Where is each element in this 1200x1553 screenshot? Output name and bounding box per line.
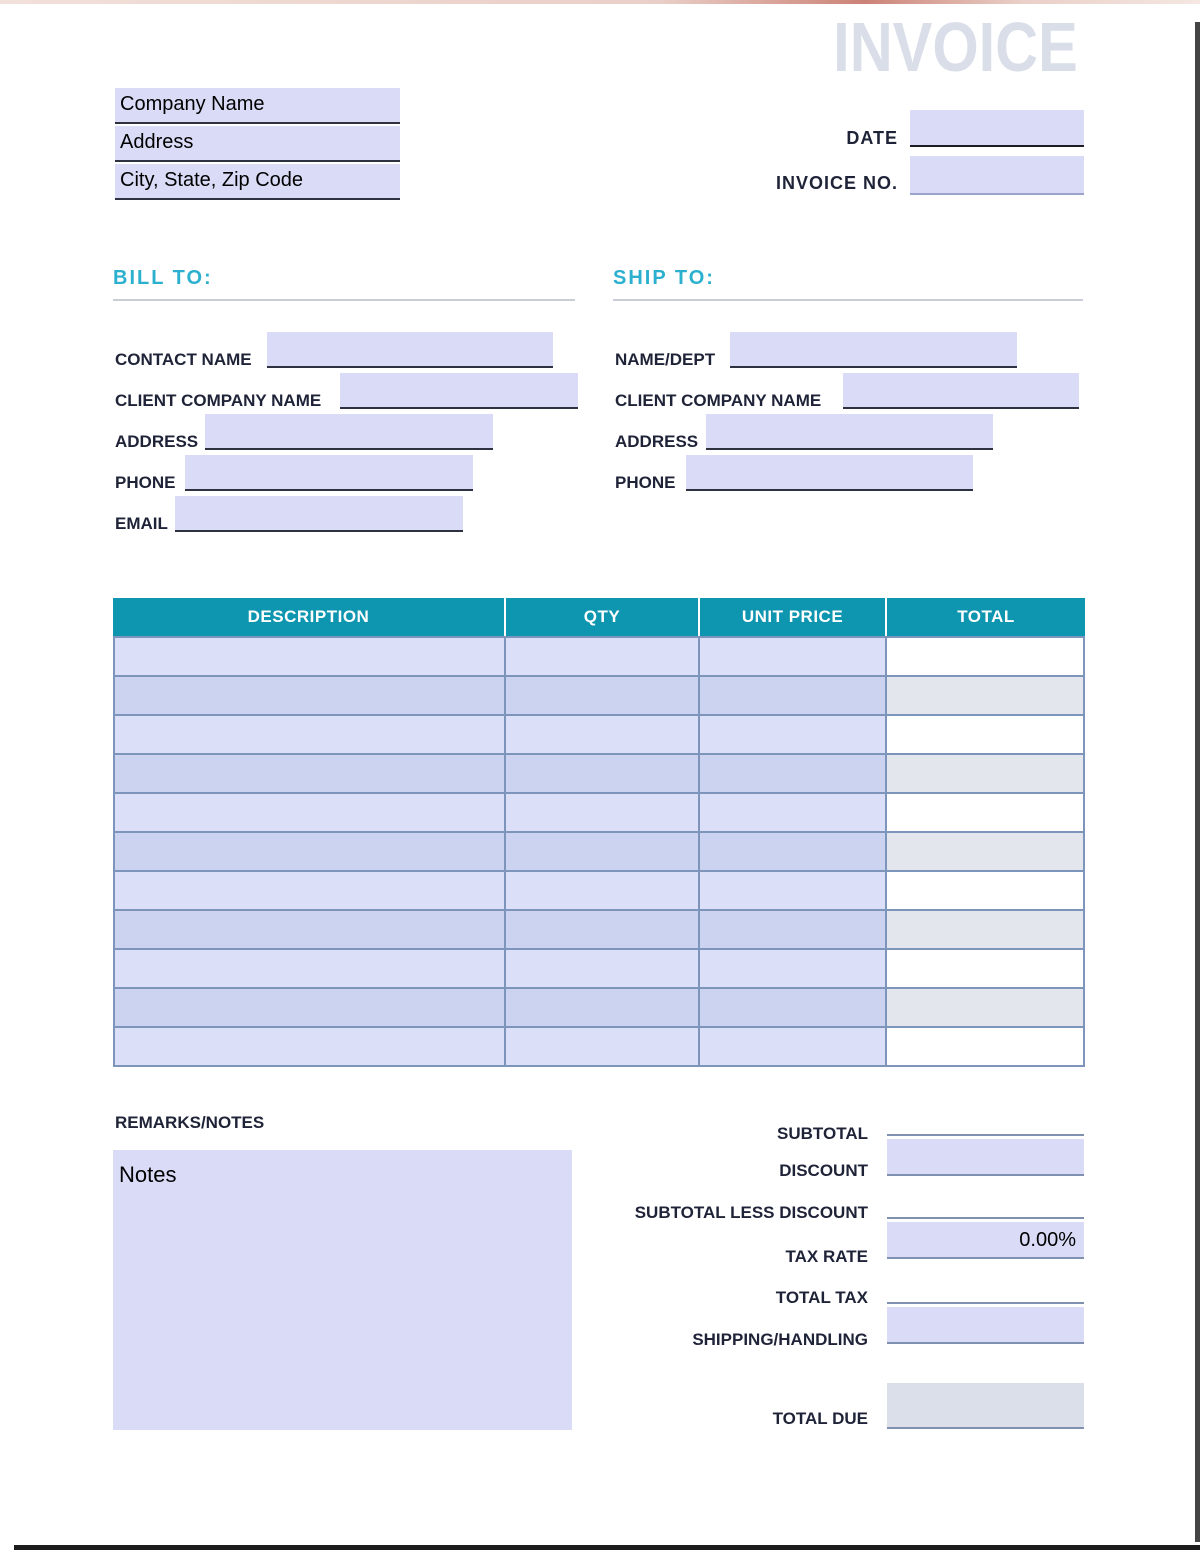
table-row [115,1028,1083,1065]
ship-to-heading: SHIP TO: [613,267,715,289]
item-unit-price-cell[interactable] [700,794,887,831]
bill-phone-label: PHONE [115,473,176,492]
discount-field[interactable] [887,1139,1084,1176]
ship-client-company-label: CLIENT COMPANY NAME [615,391,822,410]
table-row [115,638,1083,677]
items-table-body [113,636,1085,1067]
invoice-number-field[interactable] [910,156,1084,195]
ship-client-company-field[interactable] [843,373,1079,409]
total-due-field[interactable] [887,1383,1084,1429]
item-unit-price-cell[interactable] [700,911,887,948]
item-unit-price-cell[interactable] [700,833,887,870]
shipping-handling-label: SHIPPING/HANDLING [692,1330,868,1349]
item-qty-cell[interactable] [506,794,700,831]
company-name-field[interactable]: Company Name [115,88,400,124]
bill-client-company-label: CLIENT COMPANY NAME [115,391,322,410]
column-header-qty: QTY [506,598,698,636]
item-description-cell[interactable] [115,716,506,753]
item-qty-cell[interactable] [506,638,700,675]
table-row [115,989,1083,1028]
item-unit-price-cell[interactable] [700,1028,887,1065]
item-qty-cell[interactable] [506,833,700,870]
item-total-cell[interactable] [887,677,1083,714]
scan-artifact-bottom [14,1545,1200,1550]
bill-to-heading: BILL TO: [113,267,213,289]
item-description-cell[interactable] [115,677,506,714]
item-description-cell[interactable] [115,950,506,987]
item-unit-price-cell[interactable] [700,677,887,714]
items-table-header [113,598,1085,636]
bill-contact-name-label: CONTACT NAME [115,350,252,369]
company-address-field[interactable]: Address [115,126,400,162]
item-total-cell[interactable] [887,872,1083,909]
item-description-cell[interactable] [115,638,506,675]
company-city-state-zip-field[interactable]: City, State, Zip Code [115,164,400,200]
ship-address-label: ADDRESS [615,432,699,451]
item-unit-price-cell[interactable] [700,716,887,753]
table-row [115,872,1083,911]
tax-rate-value: 0.00% [1019,1229,1076,1251]
ship-address-field[interactable] [706,414,993,450]
item-description-cell[interactable] [115,794,506,831]
notes-field[interactable] [113,1150,572,1430]
item-qty-cell[interactable] [506,677,700,714]
table-row [115,677,1083,716]
item-unit-price-cell[interactable] [700,950,887,987]
item-qty-cell[interactable] [506,950,700,987]
item-total-cell[interactable] [887,638,1083,675]
item-qty-cell[interactable] [506,716,700,753]
discount-label: DISCOUNT [779,1161,868,1180]
ship-name-dept-label: NAME/DEPT [615,350,716,369]
item-total-cell[interactable] [887,950,1083,987]
remarks-notes-label: REMARKS/NOTES [115,1113,265,1132]
item-qty-cell[interactable] [506,989,700,1026]
ship-phone-label: PHONE [615,473,676,492]
invoice-number-label: INVOICE NO. [775,173,898,193]
total-due-label: TOTAL DUE [772,1409,868,1428]
date-field[interactable] [910,110,1084,147]
column-header-description: DESCRIPTION [113,598,504,636]
bill-to-divider [113,299,575,301]
scan-artifact-top [0,0,1200,4]
total-tax-label: TOTAL TAX [775,1288,868,1307]
item-unit-price-cell[interactable] [700,872,887,909]
subtotal-less-discount-field[interactable] [887,1217,1084,1219]
subtotal-label: SUBTOTAL [777,1124,868,1143]
tax-rate-field[interactable] [887,1222,1084,1259]
table-row [115,755,1083,794]
tax-rate-label: TAX RATE [785,1247,868,1266]
ship-to-divider [613,299,1083,301]
item-description-cell[interactable] [115,872,506,909]
scan-artifact-right [1195,22,1200,1542]
item-total-cell[interactable] [887,716,1083,753]
item-total-cell[interactable] [887,989,1083,1026]
item-description-cell[interactable] [115,911,506,948]
item-qty-cell[interactable] [506,872,700,909]
table-row [115,911,1083,950]
notes-text: Notes [119,1162,177,1187]
item-total-cell[interactable] [887,833,1083,870]
ship-phone-field[interactable] [686,455,973,491]
item-total-cell[interactable] [887,911,1083,948]
item-qty-cell[interactable] [506,755,700,792]
bill-client-company-field[interactable] [340,373,578,409]
total-tax-field[interactable] [887,1302,1084,1304]
item-description-cell[interactable] [115,989,506,1026]
column-header-unit-price: UNIT PRICE [700,598,885,636]
table-row [115,950,1083,989]
bill-address-field[interactable] [205,414,493,450]
page-title: INVOICE [833,8,1078,86]
subtotal-less-discount-label: SUBTOTAL LESS DISCOUNT [634,1203,868,1222]
item-qty-cell[interactable] [506,1028,700,1065]
item-unit-price-cell[interactable] [700,755,887,792]
column-header-total: TOTAL [887,598,1085,636]
table-row [115,833,1083,872]
item-total-cell[interactable] [887,755,1083,792]
item-description-cell[interactable] [115,833,506,870]
item-unit-price-cell[interactable] [700,989,887,1026]
items-table [113,598,1085,1067]
ship-name-dept-field[interactable] [730,332,1017,368]
bill-email-label: EMAIL [115,514,168,533]
bill-phone-field[interactable] [185,455,473,491]
item-total-cell[interactable] [887,1028,1083,1065]
table-row [115,716,1083,755]
subtotal-field[interactable] [887,1134,1084,1136]
bill-address-label: ADDRESS [115,432,199,451]
item-qty-cell[interactable] [506,911,700,948]
date-label: DATE [846,128,898,148]
bill-email-field[interactable] [175,496,463,532]
item-description-cell[interactable] [115,1028,506,1065]
table-row [115,794,1083,833]
bill-contact-name-field[interactable] [267,332,553,368]
item-unit-price-cell[interactable] [700,638,887,675]
shipping-handling-field[interactable] [887,1307,1084,1344]
item-total-cell[interactable] [887,794,1083,831]
item-description-cell[interactable] [115,755,506,792]
